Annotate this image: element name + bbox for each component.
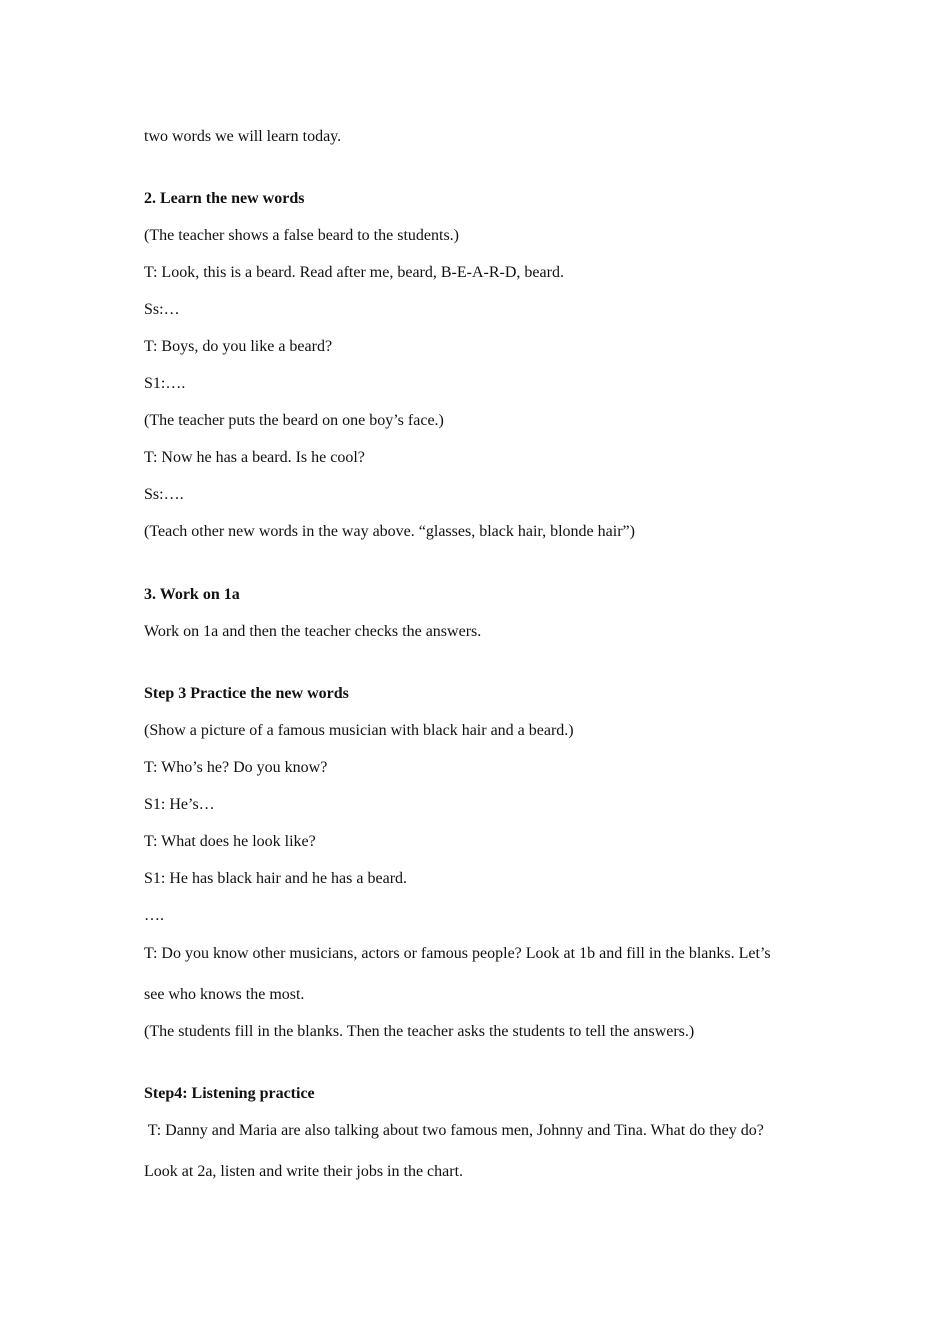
paragraph-text: (The teacher shows a false beard to the students.) bbox=[144, 227, 459, 244]
section-heading: Step4: Listening practice bbox=[144, 1085, 315, 1102]
paragraph-text: T: Do you know other musicians, actors or famous people? Look at 1b and fill in the blanks. Let’s bbox=[144, 945, 771, 962]
paragraph-text: T: Who’s he? Do you know? bbox=[144, 759, 328, 776]
paragraph-text: T: What does he look like? bbox=[144, 833, 316, 850]
paragraph-text: S1:…. bbox=[144, 375, 186, 392]
paragraph-text: Work on 1a and then the teacher checks the answers. bbox=[144, 623, 482, 640]
paragraph-text: (The students fill in the blanks. Then the teacher asks the students to tell the answers.) bbox=[144, 1023, 695, 1040]
paragraph-text: (Show a picture of a famous musician with black hair and a beard.) bbox=[144, 722, 574, 739]
paragraph-text: S1: He’s… bbox=[144, 796, 215, 813]
paragraph-text: T: Now he has a beard. Is he cool? bbox=[144, 449, 365, 466]
section-heading: Step 3 Practice the new words bbox=[144, 685, 349, 702]
paragraph-text: Look at 2a, listen and write their jobs in the chart. bbox=[144, 1163, 464, 1180]
paragraph-text: T: Boys, do you like a beard? bbox=[144, 338, 333, 355]
section-heading: 2. Learn the new words bbox=[144, 190, 305, 207]
paragraph-text: (The teacher puts the beard on one boy’s face.) bbox=[144, 412, 444, 429]
paragraph-text: Ss:…. bbox=[144, 486, 184, 503]
paragraph-text: T: Danny and Maria are also talking about two famous men, Johnny and Tina. What do they do? bbox=[144, 1122, 764, 1139]
paragraph-text: (Teach other new words in the way above. “glasses, black hair, blonde hair”) bbox=[144, 523, 635, 540]
paragraph-text: see who knows the most. bbox=[144, 986, 305, 1003]
paragraph-text: …. bbox=[144, 907, 164, 924]
paragraph-text: S1: He has black hair and he has a beard. bbox=[144, 870, 408, 887]
section-heading: 3. Work on 1a bbox=[144, 586, 240, 603]
paragraph-text: two words we will learn today. bbox=[144, 128, 342, 145]
paragraph-text: T: Look, this is a beard. Read after me, beard, B-E-A-R-D, beard. bbox=[144, 264, 564, 281]
paragraph-text: Ss:… bbox=[144, 301, 180, 318]
